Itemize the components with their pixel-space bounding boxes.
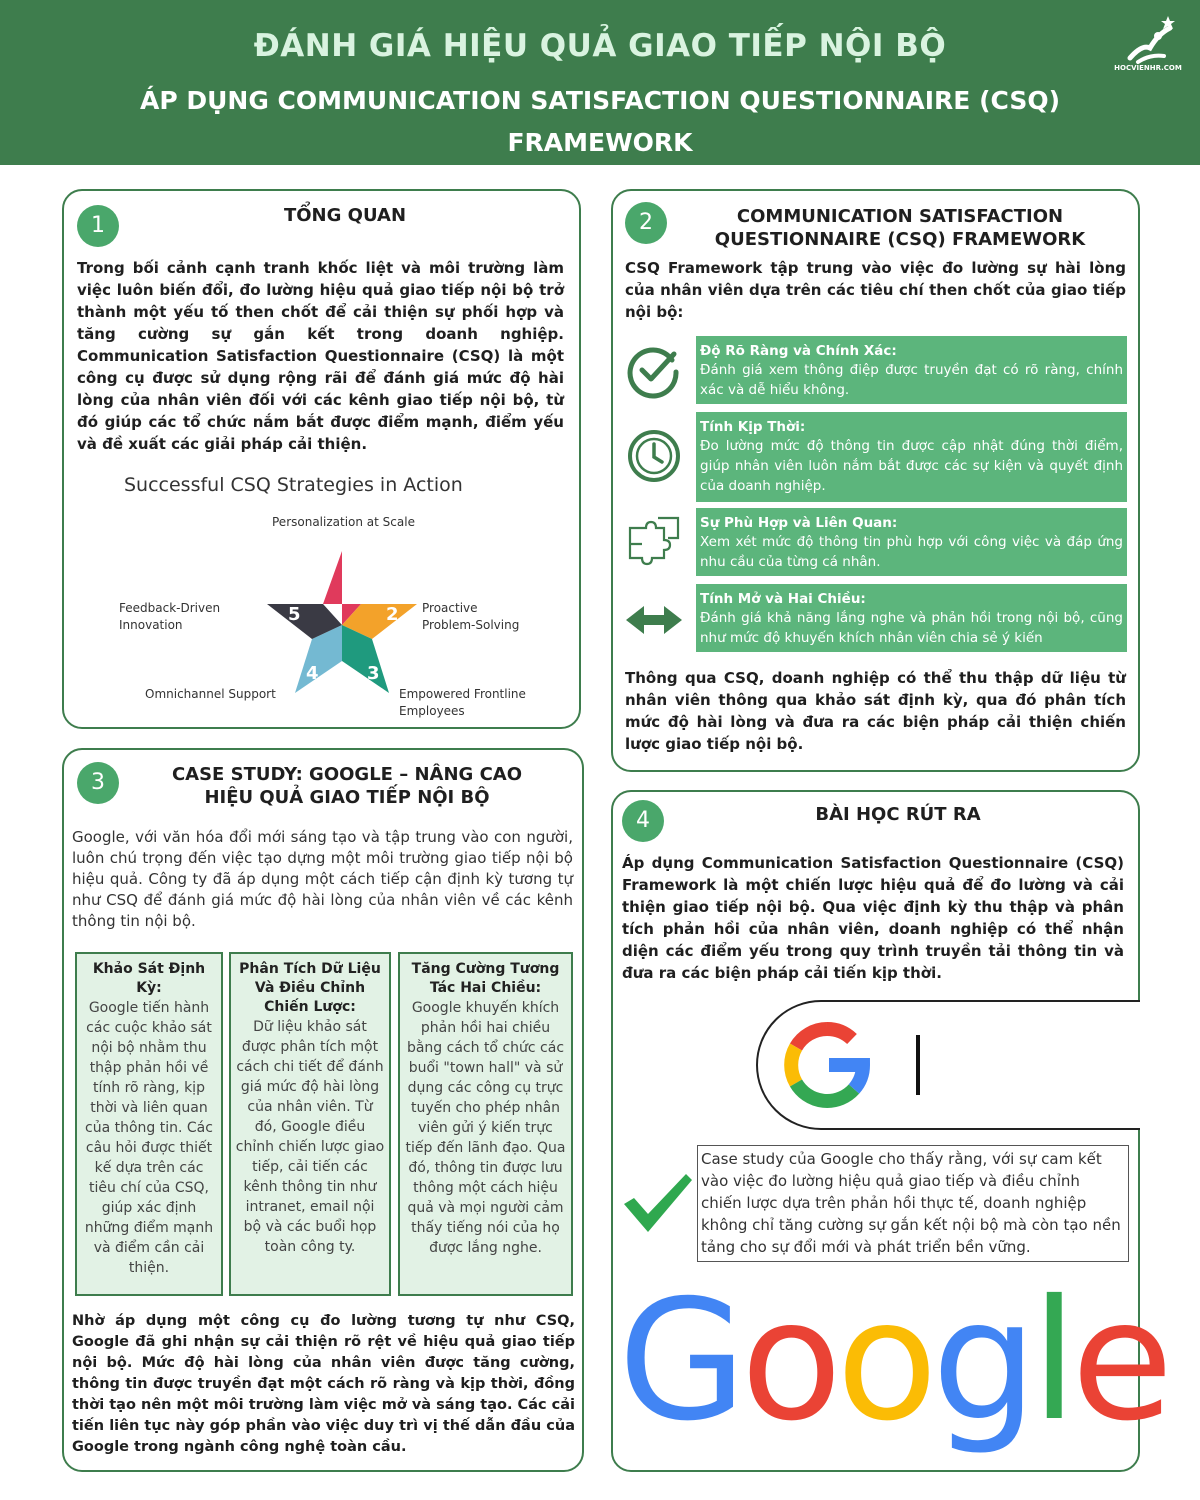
- data-analysis-box: [229, 952, 391, 1296]
- section-number-4: 4: [622, 800, 664, 842]
- case-study-title-line1: CASE STUDY: GOOGLE – NÂNG CAO: [171, 764, 523, 785]
- csq-title-line2: QUESTIONNAIRE (CSQ) FRAMEWORK: [714, 229, 1086, 250]
- star-number-5: 5: [288, 604, 301, 625]
- criterion-timeliness-desc: Đo lường mức độ thông tin được cập nhật đúng thời điểm, giúp nhân viên luôn nắm bắt được các sự kiện và quyết định của doanh nghiệp.: [700, 438, 1123, 494]
- case-study-conclusion: Nhờ áp dụng một công cụ đo lường tương tự như CSQ, Google đã ghi nhận sự cải thiện rõ rệt về hiệu quả giao tiếp nội bộ. Mức độ hài lòng của nhân viên được tăng cường, thông tin được truyền đạt một cách rõ ràng và kịp thời, đồng thời tạo nên một môi trường làm việc mở và sáng tạo. Các cải tiến liên tục này góp phần vào việc duy trì vị thế dẫn đầu của Google trong ngành công nghệ toàn cầu.: [72, 1313, 575, 1455]
- star-label-3a: Empowered Frontline: [399, 687, 526, 701]
- case-study-title-line2: HIỆU QUẢ GIAO TIẾP NỘI BỘ: [204, 787, 490, 808]
- check-circle-icon: [624, 340, 684, 400]
- star-number-1: 1: [346, 567, 359, 588]
- criterion-timeliness-title: Tính Kịp Thời:: [700, 419, 806, 435]
- criterion-clarity: [696, 336, 1127, 404]
- google-letter-g2: g: [931, 1265, 1032, 1458]
- two-way-interaction-box: [398, 952, 573, 1296]
- google-wordmark: [618, 1262, 1168, 1462]
- section-number-3: 3: [77, 762, 119, 804]
- star-label-3b: Employees: [399, 704, 465, 718]
- section-number-2: 2: [625, 202, 667, 244]
- page-title: ĐÁNH GIÁ HIỆU QUẢ GIAO TIẾP NỘI BỘ: [253, 28, 947, 64]
- big-checkmark-icon: [620, 1170, 694, 1236]
- star-label-3: [399, 686, 526, 720]
- overview-body: Trong bối cảnh cạnh tranh khốc liệt và môi trường làm việc luôn biến đổi, đo lường hiệu quả giao tiếp nội bộ trở thành một yếu tố then chốt để cải thiện sự phối hợp và tăng cường sự gắn kết trong doanh nghiệp. Communication Satisfaction Questionnaire (CSQ) là một công cụ được sử dụng rộng rãi để đánh giá mức độ hài lòng của nhân viên đối với các kênh giao tiếp nội bộ, từ đó giúp các tổ chức nắm bắt được điểm mạnh, điểm yếu và đề xuất các giải pháp cải thiện.: [77, 259, 564, 453]
- clock-icon: [624, 424, 684, 484]
- star-number-2: 2: [386, 604, 399, 625]
- lessons-title: BÀI HỌC RÚT RA: [815, 804, 981, 825]
- star-label-2: [422, 600, 519, 634]
- page-header: [0, 0, 1200, 165]
- star-number-3: 3: [367, 663, 380, 684]
- two-way-interaction-desc: Google khuyến khích phản hồi hai chiều bằng cách tổ chức các buổi "town hall" và sử dụng các công cụ trực tuyến cho phép nhân viên gửi ý kiến trực tiếp đến lãnh đạo. Qua đó, thông tin được lưu thông một cách hiệu quả và mọi người cảm thấy tiếng nói của họ được lắng nghe.: [405, 1000, 566, 1256]
- star-number-4: 4: [306, 663, 319, 684]
- page-subtitle: [0, 80, 1200, 164]
- csq-title-line1: COMMUNICATION SATISFACTION: [736, 206, 1064, 227]
- lessons-body: Áp dụng Communication Satisfaction Questionnaire (CSQ) Framework là một chiến lược hiệu quả để đo lường và cải thiện giao tiếp nội bộ. Qua việc định kỳ thu thập và phân tích phản hồi của nhân viên, doanh nghiệp có thể nhận diện các điểm yếu trong quy trình truyền tải thông tin và đưa ra các biện pháp cải tiến kịp thời.: [622, 854, 1124, 982]
- page-subtitle-line2: FRAMEWORK: [507, 128, 693, 157]
- star-label-5: [119, 600, 220, 634]
- criterion-relevance-title: Sự Phù Hợp và Liên Quan:: [700, 515, 898, 531]
- periodic-survey-title: Khảo Sát Định Kỳ:: [92, 961, 206, 996]
- google-search-bar: [755, 1000, 1140, 1130]
- criterion-openness-title: Tính Mở và Hai Chiều:: [700, 591, 866, 607]
- star-label-5b: Innovation: [119, 618, 183, 632]
- criterion-openness-desc: Đánh giá khả năng lắng nghe và phản hồi trong nội bộ, cũng như mức độ khuyến khích nhân viên chia sẻ ý kiến: [700, 610, 1123, 646]
- criterion-relevance-desc: Xem xét mức độ thông tin phù hợp với công việc và đáp ứng nhu cầu của từng cá nhân.: [700, 534, 1123, 570]
- section-number-1: 1: [77, 205, 119, 247]
- data-analysis-desc: Dữ liệu khảo sát được phân tích một cách chi tiết để đánh giá mức độ hài lòng của nhân viên. Từ đó, Google điều chỉnh chiến lược giao tiếp, cải tiến các kênh thông tin như intranet, email nội bộ và các buổi họp toàn công ty.: [235, 1019, 385, 1255]
- periodic-survey-box: [75, 952, 223, 1296]
- two-way-arrow-icon: [624, 590, 684, 650]
- criterion-openness: [696, 584, 1127, 652]
- csq-intro: CSQ Framework tập trung vào việc đo lường sự hài lòng của nhân viên dựa trên các tiêu chí then chốt của giao tiếp nội bộ:: [625, 259, 1126, 321]
- google-letter-g1: G: [618, 1265, 741, 1458]
- csq-framework-title: [680, 205, 1120, 251]
- strategy-diagram-title: Successful CSQ Strategies in Action: [124, 474, 463, 496]
- csq-conclusion: Thông qua CSQ, doanh nghiệp có thể thu thập dữ liệu từ nhân viên thông qua khảo sát định kỳ, qua đó phân tích mức độ hài lòng và đưa ra các biện pháp cải thiện chiến lược giao tiếp nội bộ.: [625, 669, 1126, 753]
- strategy-star-diagram: [262, 545, 422, 705]
- criterion-relevance: [696, 508, 1127, 576]
- criterion-clarity-desc: Đánh giá xem thông điệp được truyền đạt có rõ ràng, chính xác và dễ hiểu không.: [700, 362, 1123, 398]
- puzzle-icon: [624, 514, 684, 574]
- google-letter-o1: o: [740, 1265, 837, 1458]
- star-label-4: Omnichannel Support: [145, 687, 276, 701]
- logo-text: HOCVIENHR.COM: [1114, 64, 1182, 72]
- case-study-title: [140, 763, 554, 809]
- criterion-clarity-title: Độ Rõ Ràng và Chính Xác:: [700, 343, 897, 359]
- two-way-interaction-title: Tăng Cường Tương Tác Hai Chiều:: [411, 961, 560, 996]
- google-letter-o2: o: [836, 1265, 932, 1458]
- star-label-2a: Proactive: [422, 601, 478, 615]
- page-subtitle-line1: ÁP DỤNG COMMUNICATION SATISFACTION QUESTIONNAIRE (CSQ): [139, 86, 1061, 115]
- periodic-survey-desc: Google tiến hành các cuộc khảo sát nội bộ nhằm thu thập phản hồi về tính rõ ràng, kịp thời và liên quan của thông tin. Các câu hỏi được thiết kế dựa trên các tiêu chí của CSQ, giúp xác định những điểm mạnh và điểm cần cải thiện.: [84, 1000, 214, 1276]
- star-label-5a: Feedback-Driven: [119, 601, 221, 615]
- lessons-quote: Case study của Google cho thấy rằng, với sự cam kết vào việc đo lường hiệu quả giao tiếp và điều chỉnh chiến lược dựa trên phản hồi thực tế, doanh nghiệp không chỉ tăng cường sự gắn kết nội bộ mà còn tạo nền tảng cho sự đổi mới và phát triển bền vững.: [697, 1145, 1129, 1262]
- google-letter-e: e: [1071, 1265, 1168, 1458]
- data-analysis-title: Phân Tích Dữ Liệu Và Điều Chỉnh Chiến Lược:: [239, 961, 381, 1015]
- case-study-intro: Google, với văn hóa đổi mới sáng tạo và tập trung vào con người, luôn chú trọng đến việc tạo dựng một môi trường giao tiếp nội bộ hiệu quả. Công ty đã áp dụng một cách tiếp cận định kỳ tương tự như CSQ để đánh giá mức độ hài lòng của nhân viên về các kênh thông tin nội bộ.: [72, 828, 573, 930]
- criterion-timeliness: [696, 412, 1127, 502]
- star-label-2b: Problem-Solving: [422, 618, 520, 632]
- google-letter-l: l: [1031, 1265, 1072, 1458]
- star-label-1: Personalization at Scale: [272, 515, 415, 529]
- overview-title: TỔNG QUAN: [283, 205, 407, 226]
